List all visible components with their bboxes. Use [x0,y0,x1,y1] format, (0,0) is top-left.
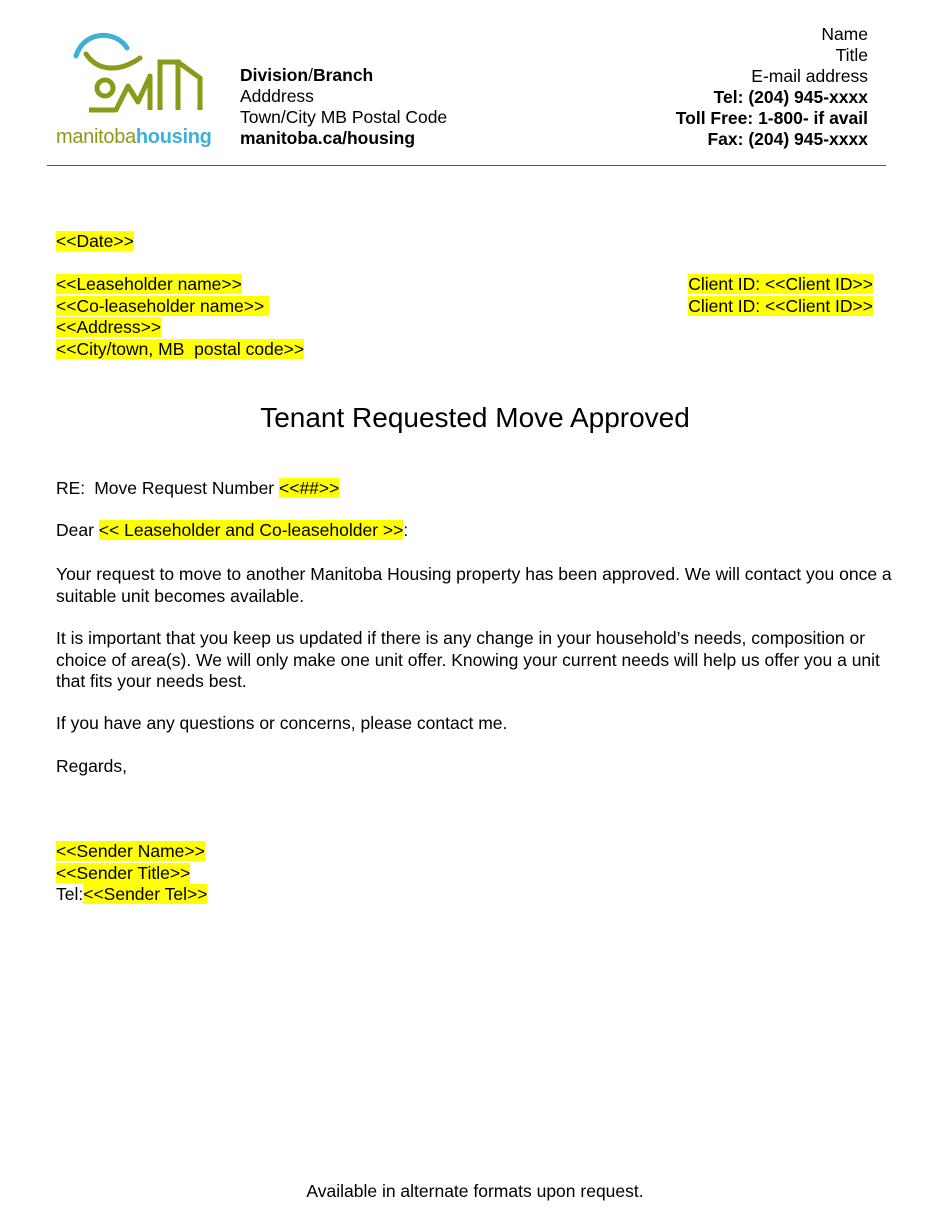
letter-title: Tenant Requested Move Approved [260,402,690,433]
manitoba-housing-logo [54,28,212,153]
contact-tel: Tel: (204) 945-xxxx [713,87,868,107]
header-divider [47,165,886,166]
date-placeholder: <<Date>> [56,231,134,251]
division-label: Division [240,65,309,85]
co-leaseholder-name: <<Co-leaseholder name>> [56,295,270,316]
body-paragraph-2: It is important that you keep us updated if there is any change in your household’s needs, composition or choice of area(s). We will only make one unit offer. Knowing your current needs will help us offer you a unit that fits your needs best. [56,628,880,691]
re-text: Move Request Number [94,478,279,498]
letter-date [56,231,134,253]
division-slash: / [308,65,313,85]
logo-graphic-icon [54,28,209,128]
footer-note: Available in alternate formats upon request. [306,1181,644,1201]
recipient-address [56,274,304,360]
sender-block [56,841,207,906]
branch-label: Branch [312,65,374,85]
client-id-2: Client ID: <<Client ID>> [688,295,873,316]
move-request-number: <<##>> [279,478,340,498]
client-id-1: Client ID: <<Client ID>> [688,274,873,294]
logo-word-manitoba: manitoba [56,126,136,148]
logo-word-housing: housing [135,126,212,148]
closing: Regards, [56,756,128,776]
recipient-street: <<Address>> [56,317,162,337]
body-paragraph-3: If you have any questions or concerns, please contact me. [56,713,508,733]
re-line [56,478,339,500]
sender-tel: <<Sender Tel>> [83,884,208,904]
salutation-suffix: : [403,520,409,540]
re-label: RE: [56,478,86,498]
org-address: Adddress [240,86,314,106]
org-website: manitoba.ca/housing [240,128,416,148]
body-paragraph-1: Your request to move to another Manitoba Housing property has been approved. We will contact you once a suitable unit becomes available. [56,564,892,606]
contact-block [676,24,868,150]
logo-wordmark [56,126,212,149]
sender-name: <<Sender Name>> [56,841,205,861]
contact-name: Name [821,24,868,44]
client-ids [688,274,873,317]
salutation-prefix: Dear [56,520,99,540]
organization-block [240,65,447,149]
contact-fax: Fax: (204) 945-xxxx [707,129,868,149]
contact-toll-free: Toll Free: 1-800- if avail [675,108,868,128]
salutation [56,520,408,542]
contact-title: Title [835,45,868,65]
sender-title: <<Sender Title>> [56,862,191,883]
contact-email: E-mail address [751,66,868,86]
recipient-city: <<City/town, MB postal code>> [56,338,305,359]
leaseholder-name: <<Leaseholder name>> [56,274,242,294]
org-city: Town/City MB Postal Code [240,107,448,127]
division-branch [240,65,447,86]
sender-tel-label: Tel: [56,884,84,904]
salutation-name: << Leaseholder and Co-leaseholder >> [98,520,404,540]
